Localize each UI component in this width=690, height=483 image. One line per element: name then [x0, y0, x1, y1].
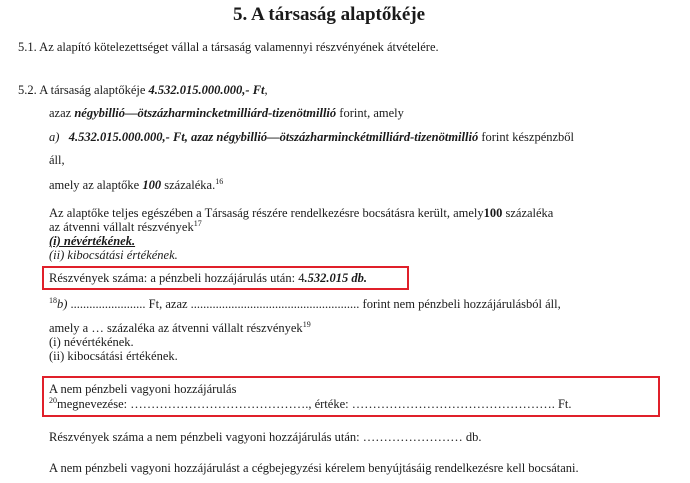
item-a-amount: 4.532.015.000.000,- Ft, azaz: [68, 130, 217, 144]
item-a-line: [49, 130, 574, 144]
nonmonetary-line-text: megnevezése: ……………………………………., értéke: …………………………………………. Ft.: [57, 397, 572, 411]
azaz-text: azaz: [49, 106, 75, 120]
item-b-nominal: (i) névértékének.: [49, 335, 134, 349]
item-b-text: ........................ Ft, azaz ...................................................... forint nem pénzbeli hozzájárulásból áll,: [67, 297, 561, 311]
capital-comma: ,: [264, 83, 268, 97]
shares-pre: Részvények száma: a pénzbeli hozzájárulás után: 4: [49, 271, 305, 285]
clause-5-2-header: [18, 83, 268, 97]
issue-value-item: (ii) kibocsátási értékének.: [49, 248, 178, 262]
capital-in-words: [49, 106, 404, 120]
nonmonetary-name-value-line: [49, 397, 572, 411]
assumed-text: az átvenni vállalt részvények: [49, 220, 194, 234]
shares-count-line: [49, 271, 367, 285]
item-a-label: a): [49, 130, 60, 144]
item-b-percent: [49, 321, 311, 335]
nominal-value-item: (i) névértékének.: [49, 234, 136, 248]
item-b-line: [49, 297, 561, 311]
section-title: 5. A társaság alaptőkéje: [233, 4, 426, 25]
full-pre: Az alaptőke teljes egészében a Társaság részére rendelkezésre bocsátásra került, amely: [49, 206, 484, 220]
full-capital-line: [49, 206, 553, 220]
item-a-words: négybillió—ötszázharminckétmilliárd-tizenötmillió: [216, 130, 479, 144]
nonmonetary-title: A nem pénzbeli vagyoni hozzájárulás: [49, 382, 237, 396]
full-percent-value: 100: [483, 206, 503, 220]
percent-pre: amely az alaptőke: [49, 178, 143, 192]
capital-amount: 4.532.015.000.000,- Ft: [148, 83, 265, 97]
footnote-18: 18: [49, 295, 57, 305]
capital-lead: A társaság alaptőkéje: [39, 83, 149, 97]
full-post: százaléka: [502, 206, 554, 220]
nonmonetary-shares-line: Részvények száma a nem pénzbeli vagyoni hozzájárulás után: …………………… db.: [49, 430, 482, 444]
final-sentence: A nem pénzbeli vagyoni hozzájárulást a cégbejegyzési kérelem benyújtásáig rendelkezésre kell bocsátani.: [49, 461, 579, 475]
clause-number: 5.2.: [18, 83, 37, 97]
item-b-percent-text: amely a … százaléka az átvenni vállalt részvények: [49, 321, 303, 335]
capital-words: négybillió—ötszázharmincketmilliárd-tizenötmillió: [74, 106, 337, 120]
item-b-label: b): [57, 297, 68, 311]
footnote-20: 20: [49, 395, 57, 405]
forint-amely-text: forint, amely: [336, 106, 404, 120]
item-b-issue: (ii) kibocsátási értékének.: [49, 349, 178, 363]
item-a-tail: forint készpénzből: [478, 130, 575, 144]
capital-percent-line: [49, 178, 223, 192]
item-a-all: áll,: [49, 153, 65, 167]
percent-value: 100: [142, 178, 162, 192]
clause-5-1: 5.1. Az alapító kötelezettséget vállal a társaság valamennyi részvényének átvételére.: [18, 40, 439, 54]
footnote-17: 17: [193, 218, 202, 228]
percent-post: százaléka.: [161, 178, 216, 192]
shares-value: .532.015 db.: [304, 271, 367, 285]
assumed-shares-line: [49, 220, 202, 234]
footnote-16: 16: [215, 176, 224, 186]
footnote-19: 19: [302, 319, 311, 329]
